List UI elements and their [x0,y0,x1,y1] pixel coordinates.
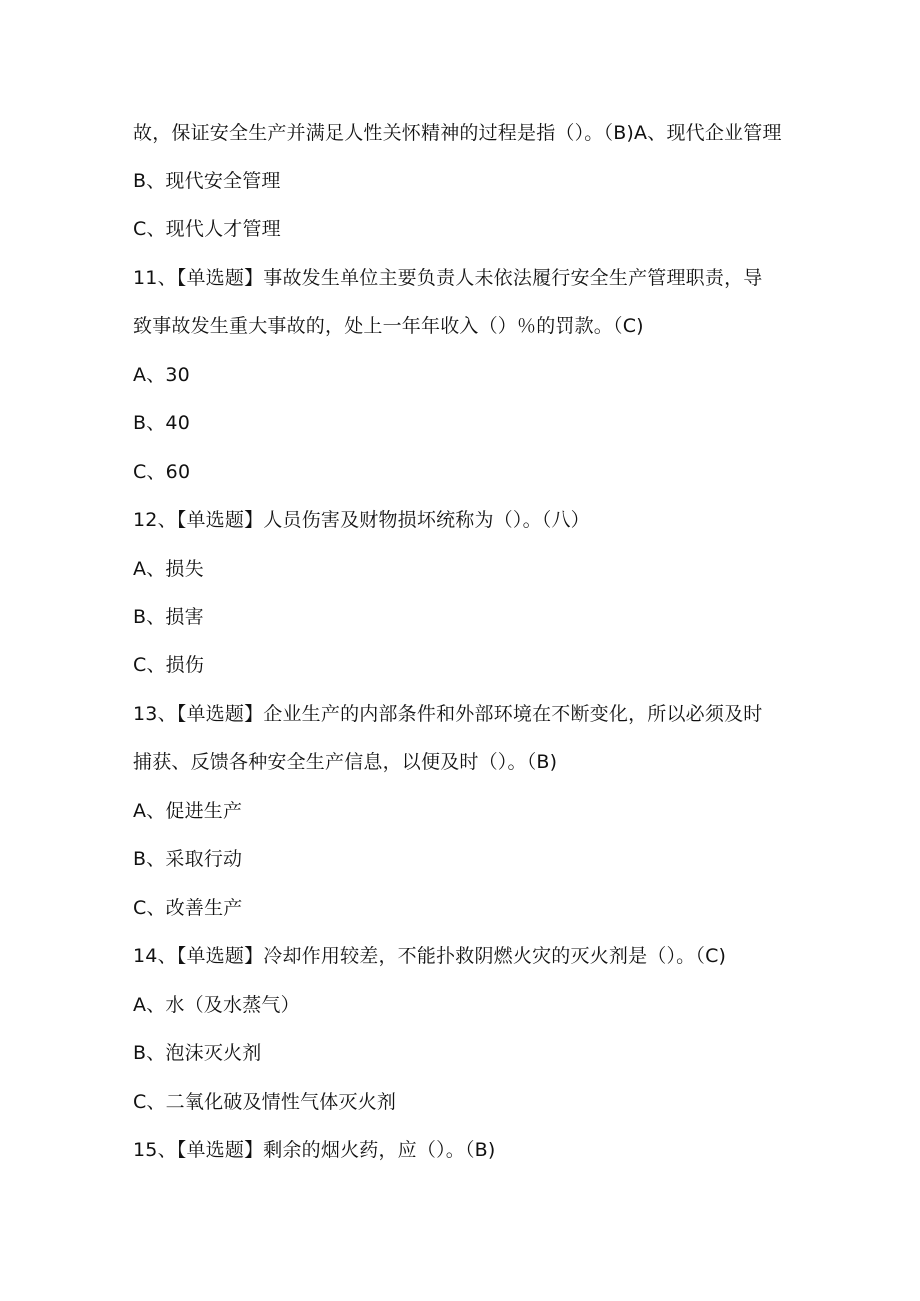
option-line: B、泡沫灭火剂 [133,1042,262,1064]
option-line: B、采取行动 [133,848,243,870]
option-line: B、现代安全管理 [133,170,281,192]
text-line: 致事故发生重大事故的，处上一年年收入（）％的罚款。（C) [133,315,644,337]
question-line: 11、【单选题】事故发生单位主要负责人未依法履行安全生产管理职责，导 [133,267,763,289]
option-line: B、损害 [133,606,204,628]
option-line: A、损失 [133,558,204,580]
option-line: A、水（及水蒸气） [133,994,300,1016]
question-line: 13、【单选题】企业生产的内部条件和外部环境在不断变化，所以必须及时 [133,703,763,725]
option-line: C、改善生产 [133,897,243,919]
question-line: 12、【单选题】人员伤害及财物损坏统称为（）。（八） [133,509,590,531]
option-line: C、60 [133,461,191,483]
option-line: C、损伤 [133,654,205,676]
text-line: 故，保证安全生产并满足人性关怀精神的过程是指（）。（B)A、现代企业管理 [133,122,782,144]
option-line: A、促进生产 [133,800,243,822]
question-line: 14、【单选题】冷却作用较差，不能扑救阴燃火灾的灭火剂是（）。（C) [133,945,727,967]
text-line: 捕获、反馈各种安全生产信息，以便及时（）。（B) [133,751,558,773]
option-line: A、30 [133,364,190,386]
option-line: C、现代人才管理 [133,218,281,240]
option-line: C、二氧化破及情性气体灭火剂 [133,1091,397,1113]
option-line: B、40 [133,412,191,434]
question-line: 15、【单选题】剩余的烟火药，应（）。（B) [133,1139,496,1161]
